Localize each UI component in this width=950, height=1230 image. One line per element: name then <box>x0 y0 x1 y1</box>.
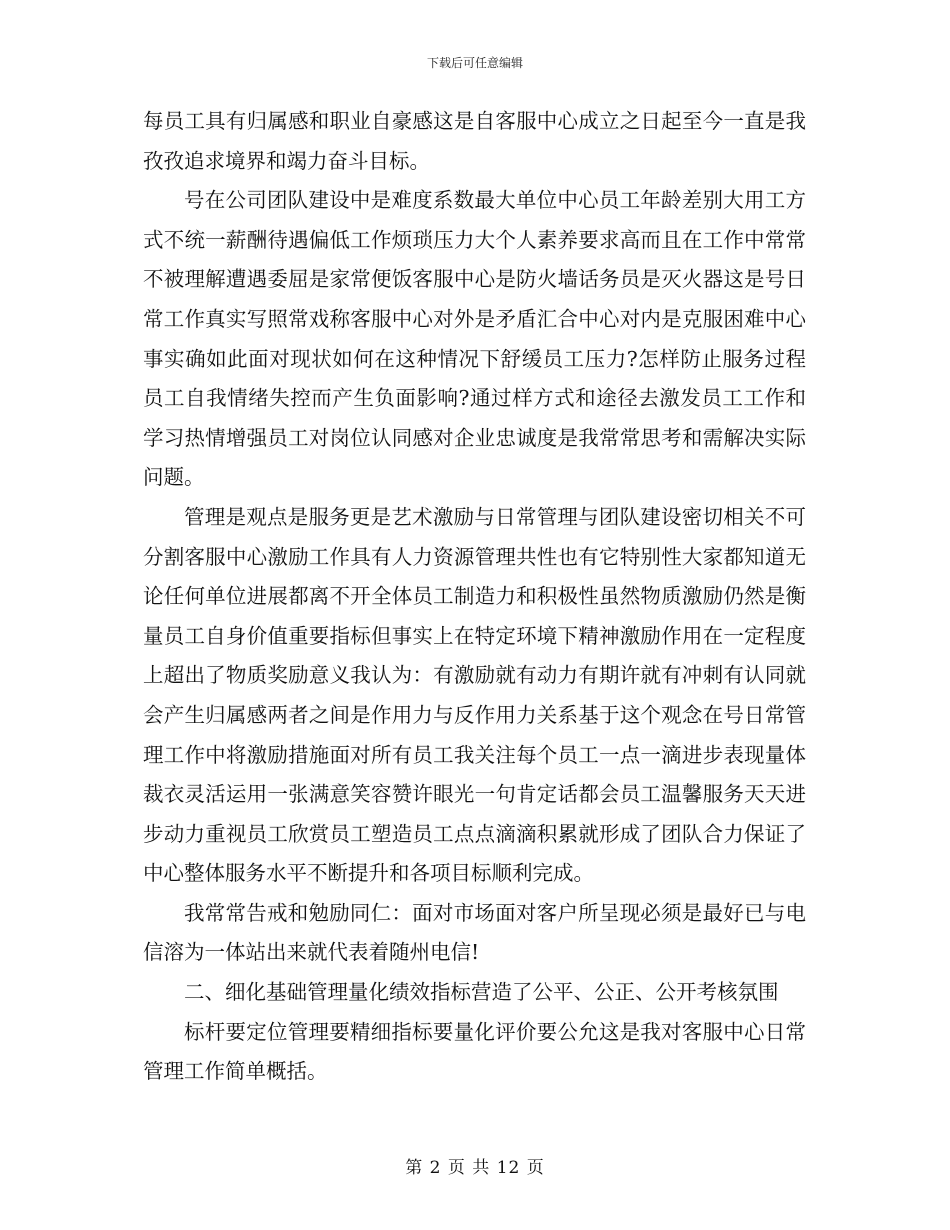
paragraph-5: 标杆要定位管理要精细指标要量化评价要公允这是我对客服中心日常管理工作简单概括。 <box>143 1019 806 1084</box>
paragraph-1: 每员工具有归属感和职业自豪感这是自客服中心成立之日起至今一直是我孜孜追求境界和竭力奋斗目标。 <box>143 109 806 173</box>
page-header-note: 下载后可任意编辑 <box>426 56 523 70</box>
paragraph-2: 号在公司团队建设中是难度系数最大单位中心员工年龄差别大用工方式不统一薪酬待遇偏低工作烦琐压力大个人素养要求高而且在工作中常常不被理解遭遇委屈是家常便饭客服中心是防火墙话务员是灭火器这是号日常工作真实写照常戏称客服中心对外是矛盾汇合中心对内是克服困难中心事实确如此面对现状如何在这种情况下舒缓员工压力?怎样防止服务过程员工自我情绪失控而产生负面影响?通过样方式和途径去激发员工工作和学习热情增强员工对岗位认同感对企业忠诚度是我常常思考和需解决实际问题。 <box>143 188 806 490</box>
page-number-footer: 第 2 页 共 12 页 <box>405 1158 545 1178</box>
document-body <box>143 102 806 1092</box>
paragraph-3: 管理是观点是服务更是艺术激励与日常管理与团队建设密切相关不可分割客服中心激励工作具有人力资源管理共性也有它特别性大家都知道无论任何单位进展都离不开全体员工制造力和积极性虽然物质激励仍然是衡量员工自身价值重要指标但事实上在特定环境下精神激励作用在一定程度上超出了物质奖励意义我认为：有激励就有动力有期许就有冲刺有认同就会产生归属感两者之间是作用力与反作用力关系基于这个观念在号日常管理工作中将激励措施面对所有员工我关注每个员工一点一滴进步表现量体裁衣灵活运用一张满意笑容赞许眼光一句肯定话都会员工温馨服务天天进步动力重视员工欣赏员工塑造员工点点滴滴积累就形成了团队合力保证了中心整体服务水平不断提升和各项目标顺利完成。 <box>143 504 806 886</box>
paragraph-4: 我常常告戒和勉励同仁：面对市场面对客户所呈现必须是最好已与电信溶为一体站出来就代表着随州电信! <box>143 900 806 965</box>
section-heading: 二、细化基础管理量化绩效指标营造了公平、公正、公开考核氛围 <box>184 980 779 1005</box>
